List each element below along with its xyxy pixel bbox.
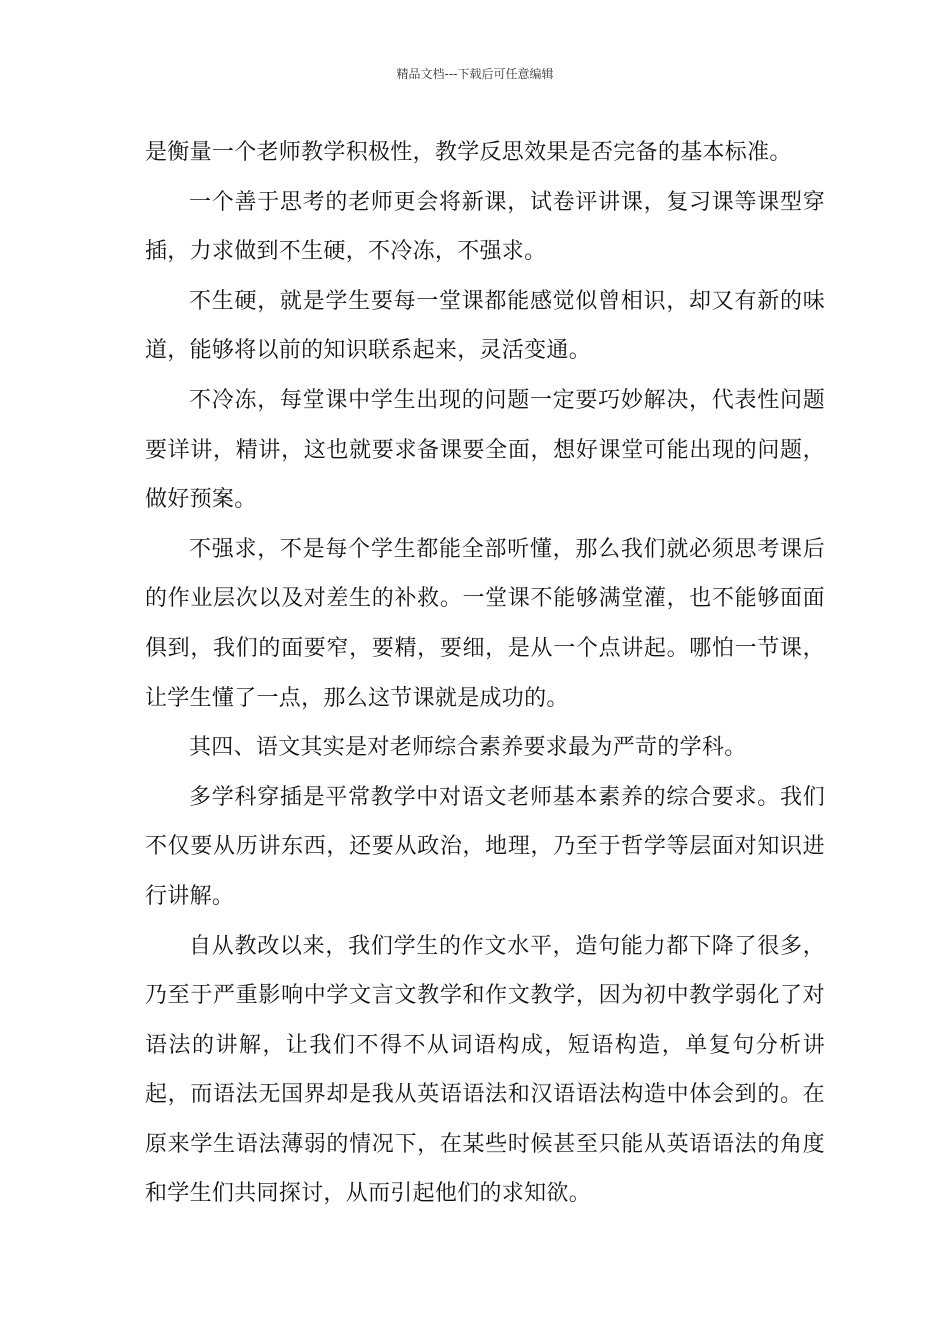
paragraph-2: 一个善于思考的老师更会将新课，试卷评讲课，复习课等课型穿插，力求做到不生硬，不冷冻，不强求。	[145, 189, 825, 265]
paragraph-4: 不冷冻，每堂课中学生出现的问题一定要巧妙解决，代表性问题要详讲，精讲，这也就要求备课要全面，想好课堂可能出现的问题，做好预案。	[145, 387, 825, 513]
document-body	[145, 128, 825, 1219]
paragraph-8: 自从教改以来，我们学生的作文水平，造句能力都下降了很多，乃至于严重影响中学文言文教学和作文教学，因为初中教学弱化了对语法的讲解，让我们不得不从词语构成，短语构造，单复句分析讲起，而语法无国界却是我从英语语法和汉语语法构造中体会到的。在原来学生语法薄弱的情况下，在某些时候甚至只能从英语语法的角度和学生们共同探讨，从而引起他们的求知欲。	[145, 933, 825, 1207]
paragraph-6-heading: 其四、语文其实是对老师综合素养要求最为严苛的学科。	[189, 735, 747, 761]
paragraph-7: 多学科穿插是平常教学中对语文老师基本素养的综合要求。我们不仅要从历讲东西，还要从政治，地理，乃至于哲学等层面对知识进行讲解。	[145, 784, 825, 909]
paragraph-3: 不生硬，就是学生要每一堂课都能感觉似曾相识，却又有新的味道，能够将以前的知识联系起来，灵活变通。	[145, 288, 825, 364]
paragraph-1: 是衡量一个老师教学积极性，教学反思效果是否完备的基本标准。	[145, 140, 792, 165]
page-header: 精品文档---下载后可任意编辑	[396, 67, 554, 81]
paragraph-5: 不强求，不是每个学生都能全部听懂，那么我们就必须思考课后的作业层次以及对差生的补救。一堂课不能够满堂灌，也不能够面面俱到，我们的面要窄，要精，要细，是从一个点讲起。哪怕一节课，让学生懂了一点，那么这节课就是成功的。	[145, 536, 825, 711]
